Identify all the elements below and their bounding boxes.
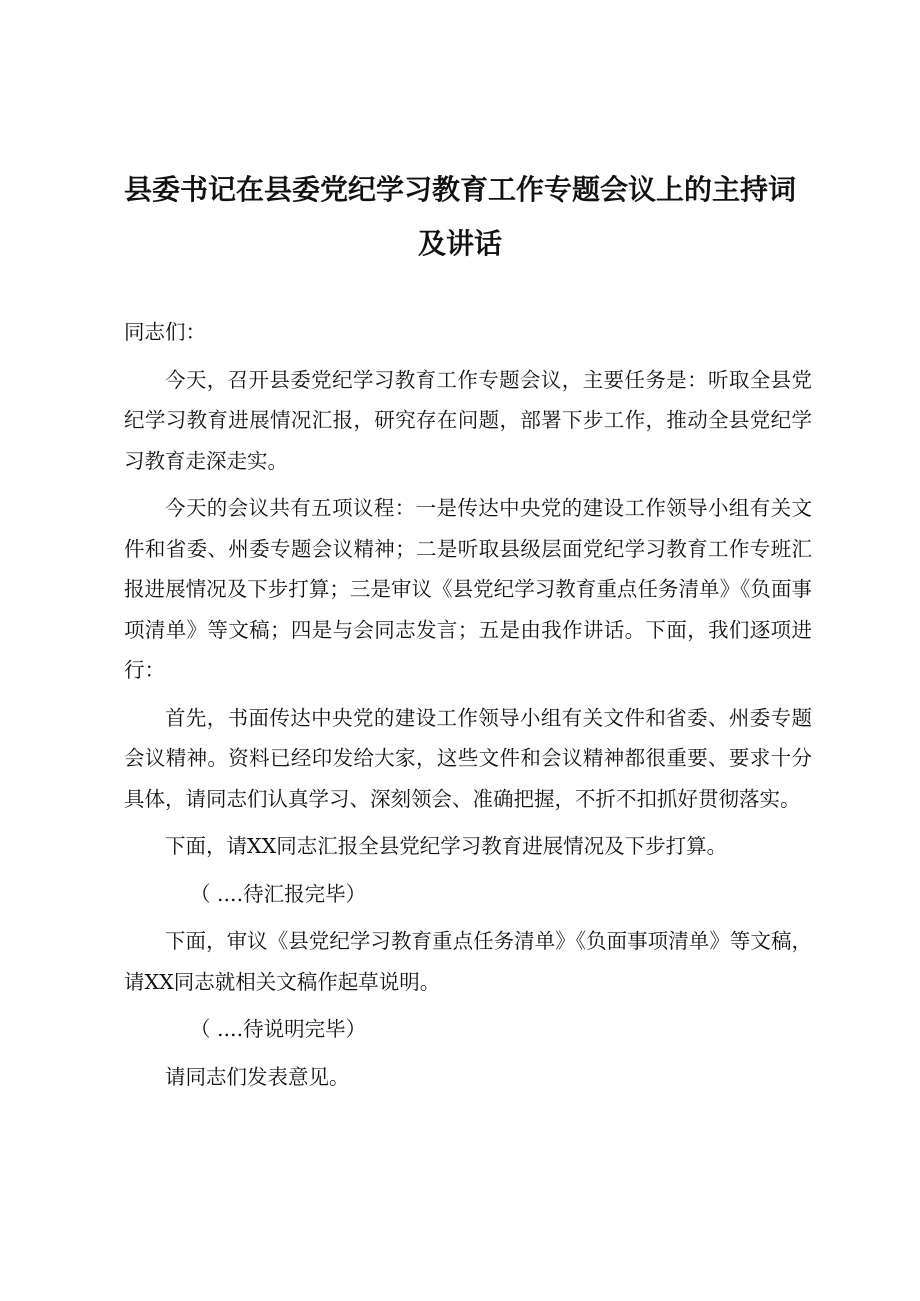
document-title-line-2: 及讲话 <box>417 227 502 260</box>
paragraph-report-request: 下面，请XX同志汇报全县党纪学习教育进展情况及下步打算。 <box>165 834 728 858</box>
document-body <box>124 312 812 1097</box>
note-awaiting-explanation: （ ....待说明完毕） <box>190 1017 367 1041</box>
paragraph-opinions: 请同志们发表意见。 <box>165 1064 350 1089</box>
paragraph-opening: 今天，召开县委党纪学习教育工作专题会议，主要任务是：听取全县党纪学习教育进展情况汇报，研究存在问题，部署下步工作，推动全县党纪学习教育走深走实。 <box>124 367 812 473</box>
document-title-line-1: 县委书记在县委党纪学习教育工作专题会议上的主持词 <box>123 173 796 206</box>
salutation: 同志们： <box>124 320 206 344</box>
paragraph-review: 下面，审议《县党纪学习教育重点任务清单》《负面事项清单》等文稿，请XX同志就相关文稿作起草说明。 <box>124 929 812 994</box>
paragraph-first-item: 首先，书面传达中央党的建设工作领导小组有关文件和省委、州委专题会议精神。资料已经印发给大家，这些文件和会议精神都很重要、要求十分具体，请同志们认真学习、深刻领会、准确把握，不折不扣抓好贯彻落实。 <box>124 705 812 811</box>
paragraph-agenda: 今天的会议共有五项议程：一是传达中央党的建设工作领导小组有关文件和省委、州委专题会议精神；二是听取县级层面党纪学习教育工作专班汇报进展情况及下步打算；三是审议《县党纪学习教育重点任务清单》《负面事项清单》等文稿；四是与会同志发言；五是由我作讲话。下面，我们逐项进行： <box>124 496 812 682</box>
note-awaiting-report: （ ....待汇报完毕） <box>190 881 367 906</box>
